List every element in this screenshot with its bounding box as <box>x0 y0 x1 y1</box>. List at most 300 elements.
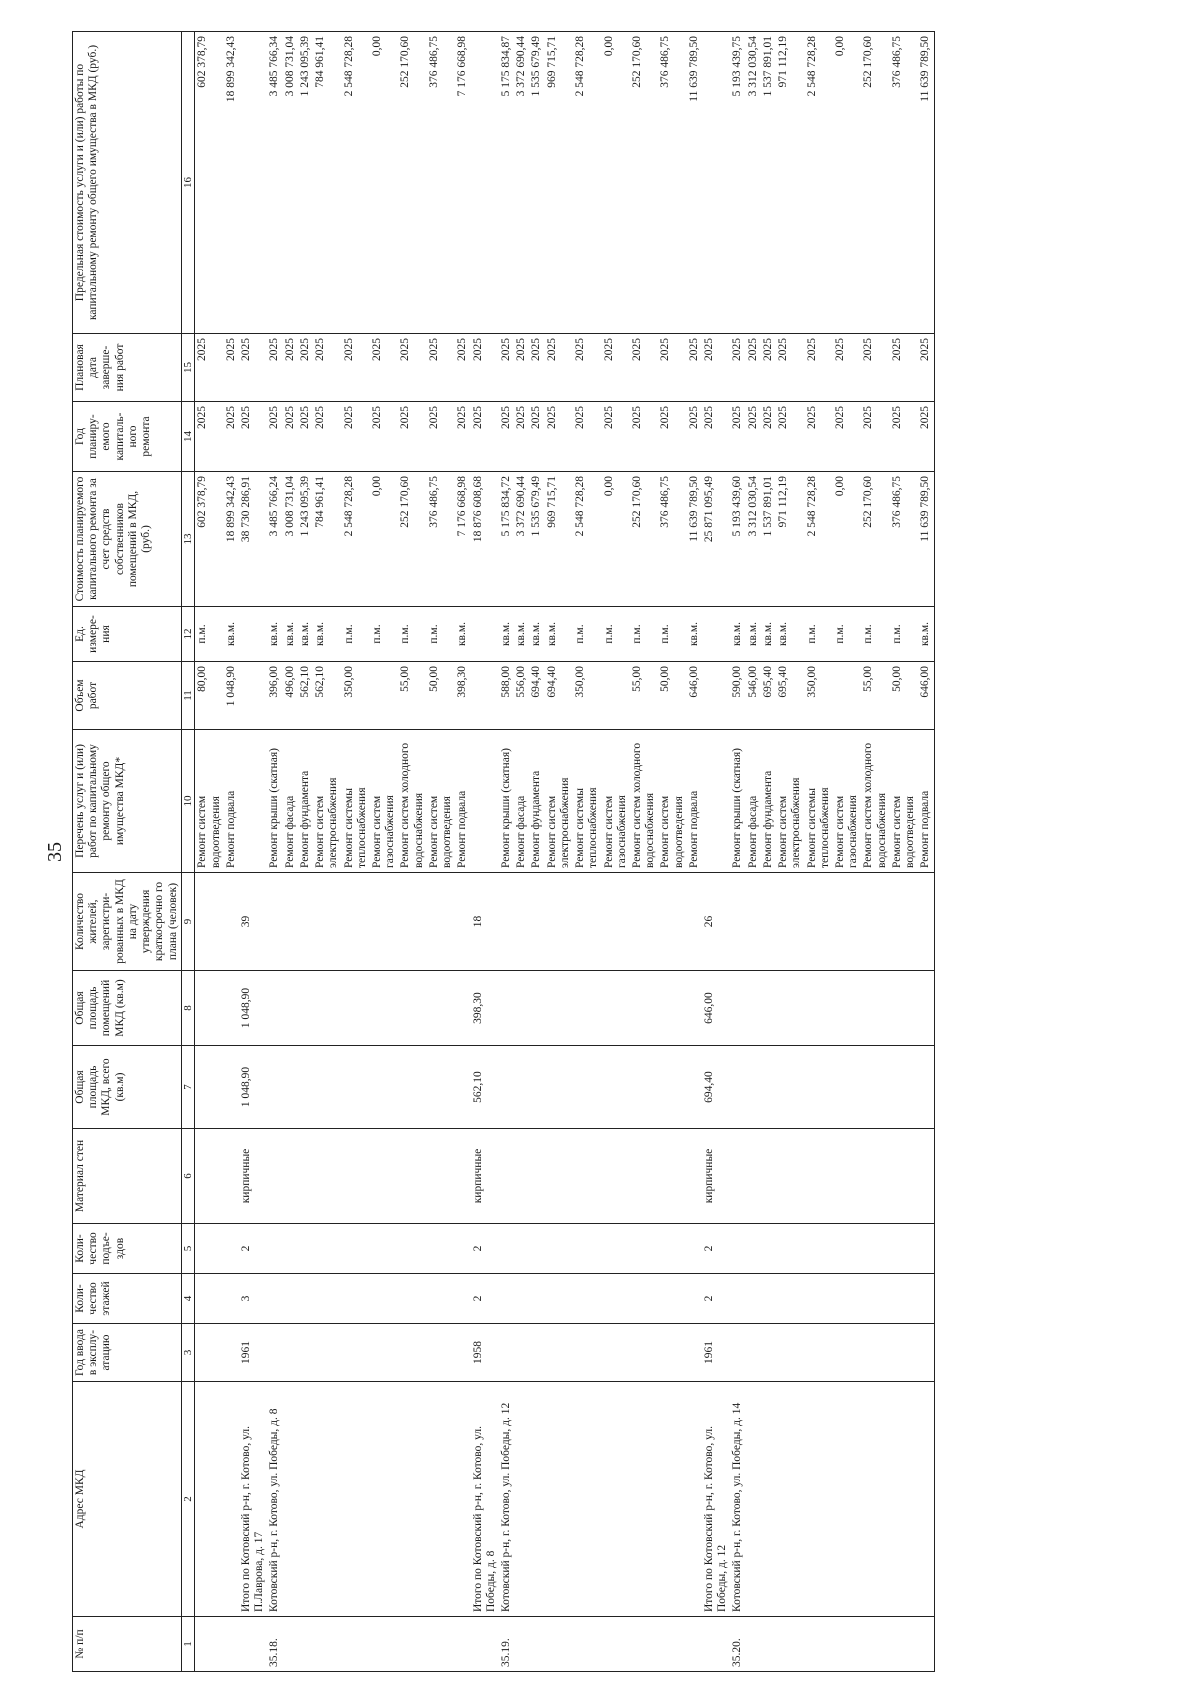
limit-cost-cell: 5 193 439,75 <box>730 32 745 334</box>
volume-cell: 588,00 <box>499 662 514 730</box>
work-cell: Ремонт систем электроснабжения <box>545 730 573 873</box>
year-cell <box>398 1324 426 1382</box>
entrances-cell <box>602 1224 630 1274</box>
limit-cost-cell: 376 486,75 <box>427 32 455 334</box>
area-total-cell <box>267 1046 282 1129</box>
year-cell <box>342 1324 370 1382</box>
work-cell: Ремонт систем газоснабжения <box>833 730 861 873</box>
table-row <box>602 32 630 1672</box>
year-cell <box>776 1324 804 1382</box>
row-number <box>298 1617 313 1672</box>
row-number <box>545 1617 573 1672</box>
address-cell <box>833 1382 861 1617</box>
area-rooms-cell <box>833 971 861 1046</box>
material-cell <box>455 1129 470 1224</box>
row-number <box>283 1617 298 1672</box>
area-rooms-cell: 398,30 <box>471 971 499 1046</box>
column-header: Адрес МКД <box>73 1382 182 1617</box>
volume-cell: 350,00 <box>805 662 833 730</box>
unit-cell: п.м. <box>427 607 455 662</box>
material-cell <box>602 1129 630 1224</box>
area-total-cell <box>761 1046 776 1129</box>
year-cell <box>370 1324 398 1382</box>
volume-cell: 55,00 <box>398 662 426 730</box>
work-cell: Ремонт подвала <box>918 730 934 873</box>
year-cell <box>602 1324 630 1382</box>
year-cell <box>658 1324 686 1382</box>
column-number: 7 <box>181 1046 195 1129</box>
residents-cell <box>602 873 630 971</box>
work-cell: Ремонт систем холодного водоснабжения <box>630 730 658 873</box>
area-total-cell <box>195 1046 224 1129</box>
end-date-cell: 2025 <box>427 334 455 402</box>
volume-cell: 695,40 <box>776 662 804 730</box>
material-cell <box>342 1129 370 1224</box>
work-cell: Ремонт подвала <box>455 730 470 873</box>
column-header: № п/п <box>73 1617 182 1672</box>
work-cell <box>239 730 267 873</box>
end-date-cell: 2025 <box>890 334 918 402</box>
address-cell <box>890 1382 918 1617</box>
entrances-cell <box>805 1224 833 1274</box>
entrances-cell: 2 <box>471 1224 499 1274</box>
work-cell: Ремонт систем водоотведения <box>658 730 686 873</box>
area-total-cell <box>746 1046 761 1129</box>
volume-cell: 562,10 <box>298 662 313 730</box>
area-total-cell <box>602 1046 630 1129</box>
entrances-cell <box>370 1224 398 1274</box>
area-total-cell <box>545 1046 573 1129</box>
column-number: 2 <box>181 1382 195 1617</box>
end-date-cell: 2025 <box>573 334 601 402</box>
end-date-cell: 2025 <box>687 334 702 402</box>
cost-cell: 18 876 608,68 <box>471 472 499 607</box>
address-cell <box>283 1382 298 1617</box>
entrances-cell <box>398 1224 426 1274</box>
address-cell <box>746 1382 761 1617</box>
area-total-cell <box>861 1046 889 1129</box>
material-cell <box>687 1129 702 1224</box>
header-row <box>73 32 182 1672</box>
entrances-cell <box>529 1224 544 1274</box>
page-number: 35 <box>44 842 66 862</box>
area-total-cell <box>658 1046 686 1129</box>
area-total-cell <box>514 1046 529 1129</box>
address-cell <box>529 1382 544 1617</box>
plan-year-cell: 2025 <box>687 402 702 472</box>
row-number <box>224 1617 239 1672</box>
residents-cell <box>545 873 573 971</box>
cost-cell: 7 176 668,98 <box>455 472 470 607</box>
table-row <box>776 32 804 1672</box>
cost-cell: 38 730 286,91 <box>239 472 267 607</box>
limit-cost-cell: 252 170,60 <box>630 32 658 334</box>
material-cell <box>427 1129 455 1224</box>
row-number <box>918 1617 934 1672</box>
year-cell <box>746 1324 761 1382</box>
table-row <box>918 32 934 1672</box>
cost-cell: 0,00 <box>602 472 630 607</box>
volume-cell: 546,00 <box>746 662 761 730</box>
cost-cell: 252 170,60 <box>861 472 889 607</box>
limit-cost-cell: 5 175 834,87 <box>499 32 514 334</box>
residents-cell <box>658 873 686 971</box>
cost-cell: 11 639 789,50 <box>918 472 934 607</box>
unit-cell: п.м. <box>573 607 601 662</box>
material-cell <box>833 1129 861 1224</box>
floors-cell <box>746 1274 761 1324</box>
row-number <box>471 1617 499 1672</box>
year-cell <box>529 1324 544 1382</box>
end-date-cell: 2025 <box>918 334 934 402</box>
work-cell: Ремонт крыши (скатная) <box>267 730 282 873</box>
area-rooms-cell <box>630 971 658 1046</box>
cost-cell: 3 485 766,24 <box>267 472 282 607</box>
unit-cell: кв.м. <box>529 607 544 662</box>
entrances-cell <box>267 1224 282 1274</box>
limit-cost-cell: 969 715,71 <box>545 32 573 334</box>
material-cell <box>761 1129 776 1224</box>
area-total-cell <box>776 1046 804 1129</box>
area-rooms-cell <box>805 971 833 1046</box>
unit-cell: кв.м. <box>283 607 298 662</box>
plan-year-cell: 2025 <box>195 402 224 472</box>
table-row <box>514 32 529 1672</box>
material-cell <box>398 1129 426 1224</box>
address-cell <box>455 1382 470 1617</box>
material-cell <box>776 1129 804 1224</box>
address-cell <box>861 1382 889 1617</box>
unit-cell: кв.м. <box>298 607 313 662</box>
cost-cell: 1 537 891,01 <box>761 472 776 607</box>
end-date-cell: 2025 <box>746 334 761 402</box>
unit-cell: кв.м. <box>313 607 341 662</box>
table-row <box>499 32 514 1672</box>
material-cell: кирпичные <box>239 1129 267 1224</box>
cost-cell: 1 535 679,49 <box>529 472 544 607</box>
residents-cell <box>918 873 934 971</box>
material-cell <box>573 1129 601 1224</box>
residents-cell <box>224 873 239 971</box>
table-row <box>746 32 761 1672</box>
material-cell <box>918 1129 934 1224</box>
material-cell <box>499 1129 514 1224</box>
work-cell: Ремонт систем газоснабжения <box>370 730 398 873</box>
area-rooms-cell <box>298 971 313 1046</box>
work-cell: Ремонт систем электроснабжения <box>776 730 804 873</box>
material-cell <box>861 1129 889 1224</box>
residents-cell <box>630 873 658 971</box>
column-header: Стоимость планируемого капитального ремонта за счет средств собственников помещений в МКД, (руб.) <box>73 472 182 607</box>
unit-cell: кв.м. <box>224 607 239 662</box>
area-rooms-cell <box>890 971 918 1046</box>
limit-cost-cell: 3 008 731,04 <box>283 32 298 334</box>
material-cell <box>298 1129 313 1224</box>
plan-year-cell: 2025 <box>239 402 267 472</box>
cost-cell: 0,00 <box>833 472 861 607</box>
plan-year-cell: 2025 <box>298 402 313 472</box>
column-number: 12 <box>181 607 195 662</box>
volume-cell: 496,00 <box>283 662 298 730</box>
table-row <box>630 32 658 1672</box>
end-date-cell: 2025 <box>805 334 833 402</box>
unit-cell: кв.м. <box>776 607 804 662</box>
cost-cell: 3 372 690,44 <box>514 472 529 607</box>
unit-cell: п.м. <box>658 607 686 662</box>
limit-cost-cell: 3 312 030,54 <box>746 32 761 334</box>
address-cell: Итого по Котовский р-н, г. Котово, ул. Победы, д. 12 <box>702 1382 730 1617</box>
end-date-cell: 2025 <box>342 334 370 402</box>
work-cell: Ремонт крыши (скатная) <box>730 730 745 873</box>
unit-cell: п.м. <box>890 607 918 662</box>
end-date-cell: 2025 <box>658 334 686 402</box>
limit-cost-cell: 18 899 342,43 <box>224 32 239 334</box>
table-row <box>730 32 745 1672</box>
area-rooms-cell <box>730 971 745 1046</box>
area-rooms-cell <box>195 971 224 1046</box>
address-cell: Котовский р-н, г. Котово, ул. Победы, д. 12 <box>499 1382 514 1617</box>
plan-year-cell: 2025 <box>471 402 499 472</box>
cost-cell: 376 486,75 <box>890 472 918 607</box>
floors-cell <box>224 1274 239 1324</box>
area-rooms-cell <box>514 971 529 1046</box>
material-cell <box>224 1129 239 1224</box>
column-header: Предельная стоимость услуги и (или) работы по капитальному ремонту общего имущества в МКД (руб.) <box>73 32 182 334</box>
area-rooms-cell <box>658 971 686 1046</box>
material-cell: кирпичные <box>702 1129 730 1224</box>
address-cell <box>342 1382 370 1617</box>
table-row <box>427 32 455 1672</box>
floors-cell <box>499 1274 514 1324</box>
table-row <box>761 32 776 1672</box>
cost-cell: 2 548 728,28 <box>573 472 601 607</box>
plan-year-cell: 2025 <box>776 402 804 472</box>
year-cell <box>313 1324 341 1382</box>
floors-cell <box>313 1274 341 1324</box>
unit-cell: кв.м. <box>545 607 573 662</box>
area-total-cell <box>805 1046 833 1129</box>
cost-cell: 0,00 <box>370 472 398 607</box>
cost-cell: 2 548 728,28 <box>805 472 833 607</box>
cost-cell: 5 175 834,72 <box>499 472 514 607</box>
year-cell <box>545 1324 573 1382</box>
floors-cell <box>267 1274 282 1324</box>
volume-cell: 646,00 <box>687 662 702 730</box>
row-number <box>658 1617 686 1672</box>
entrances-cell: 2 <box>702 1224 730 1274</box>
work-cell <box>471 730 499 873</box>
column-number: 16 <box>181 32 195 334</box>
residents-cell <box>776 873 804 971</box>
material-cell <box>890 1129 918 1224</box>
material-cell <box>805 1129 833 1224</box>
table-row <box>861 32 889 1672</box>
year-cell: 1961 <box>239 1324 267 1382</box>
residents-cell <box>573 873 601 971</box>
year-cell <box>861 1324 889 1382</box>
year-cell <box>224 1324 239 1382</box>
volume-cell: 350,00 <box>342 662 370 730</box>
table-row <box>224 32 239 1672</box>
column-number: 11 <box>181 662 195 730</box>
work-cell: Ремонт подвала <box>687 730 702 873</box>
row-number: 35.20. <box>730 1617 745 1672</box>
floors-cell: 2 <box>471 1274 499 1324</box>
plan-year-cell: 2025 <box>455 402 470 472</box>
year-cell <box>283 1324 298 1382</box>
limit-cost-cell <box>239 32 267 334</box>
area-total-cell <box>455 1046 470 1129</box>
address-cell <box>313 1382 341 1617</box>
address-cell <box>545 1382 573 1617</box>
column-number: 3 <box>181 1324 195 1382</box>
unit-cell <box>702 607 730 662</box>
floors-cell <box>342 1274 370 1324</box>
year-cell <box>267 1324 282 1382</box>
cost-cell: 11 639 789,50 <box>687 472 702 607</box>
table-row <box>805 32 833 1672</box>
volume-cell: 398,30 <box>455 662 470 730</box>
material-cell <box>283 1129 298 1224</box>
volume-cell: 50,00 <box>427 662 455 730</box>
unit-cell: п.м. <box>630 607 658 662</box>
address-cell: Котовский р-н, г. Котово, ул. Победы, д. 8 <box>267 1382 282 1617</box>
entrances-cell <box>890 1224 918 1274</box>
cost-cell: 971 112,19 <box>776 472 804 607</box>
volume-cell: 50,00 <box>890 662 918 730</box>
end-date-cell: 2025 <box>630 334 658 402</box>
limit-cost-cell: 784 961,41 <box>313 32 341 334</box>
column-number: 5 <box>181 1224 195 1274</box>
entrances-cell <box>427 1224 455 1274</box>
unit-cell: п.м. <box>861 607 889 662</box>
limit-cost-cell: 0,00 <box>370 32 398 334</box>
address-cell <box>630 1382 658 1617</box>
residents-cell <box>499 873 514 971</box>
year-cell <box>427 1324 455 1382</box>
year-cell <box>573 1324 601 1382</box>
entrances-cell <box>545 1224 573 1274</box>
area-rooms-cell <box>427 971 455 1046</box>
volume-cell: 590,00 <box>730 662 745 730</box>
table-row <box>195 32 224 1672</box>
area-rooms-cell <box>499 971 514 1046</box>
area-rooms-cell <box>224 971 239 1046</box>
column-header: Ед. измере-ния <box>73 607 182 662</box>
floors-cell <box>730 1274 745 1324</box>
column-number: 9 <box>181 873 195 971</box>
table-row <box>890 32 918 1672</box>
year-cell: 1958 <box>471 1324 499 1382</box>
material-cell <box>313 1129 341 1224</box>
address-cell <box>398 1382 426 1617</box>
address-cell <box>573 1382 601 1617</box>
floors-cell <box>761 1274 776 1324</box>
work-cell: Ремонт системы теплоснабжения <box>342 730 370 873</box>
area-rooms-cell <box>283 971 298 1046</box>
total-row <box>239 32 267 1672</box>
entrances-cell <box>630 1224 658 1274</box>
limit-cost-cell: 0,00 <box>833 32 861 334</box>
end-date-cell: 2025 <box>730 334 745 402</box>
volume-cell <box>239 662 267 730</box>
plan-year-cell: 2025 <box>805 402 833 472</box>
cost-cell: 969 715,71 <box>545 472 573 607</box>
column-header: Коли-чество этажей <box>73 1274 182 1324</box>
column-number: 1 <box>181 1617 195 1672</box>
area-rooms-cell: 1 048,90 <box>239 971 267 1046</box>
entrances-cell <box>918 1224 934 1274</box>
material-cell: кирпичные <box>471 1129 499 1224</box>
material-cell <box>658 1129 686 1224</box>
row-number: 35.18. <box>267 1617 282 1672</box>
limit-cost-cell: 7 176 668,98 <box>455 32 470 334</box>
area-rooms-cell <box>746 971 761 1046</box>
limit-cost-cell: 1 535 679,49 <box>529 32 544 334</box>
floors-cell <box>298 1274 313 1324</box>
volume-cell <box>370 662 398 730</box>
end-date-cell: 2025 <box>761 334 776 402</box>
entrances-cell <box>455 1224 470 1274</box>
unit-cell: п.м. <box>195 607 224 662</box>
floors-cell <box>455 1274 470 1324</box>
column-number: 10 <box>181 730 195 873</box>
unit-cell: кв.м. <box>746 607 761 662</box>
row-number <box>195 1617 224 1672</box>
row-number <box>761 1617 776 1672</box>
area-rooms-cell <box>861 971 889 1046</box>
work-cell: Ремонт систем холодного водоснабжения <box>398 730 426 873</box>
residents-cell <box>283 873 298 971</box>
area-rooms-cell <box>529 971 544 1046</box>
plan-year-cell: 2025 <box>890 402 918 472</box>
residents-cell <box>833 873 861 971</box>
year-cell <box>805 1324 833 1382</box>
address-cell <box>602 1382 630 1617</box>
volume-cell: 695,40 <box>761 662 776 730</box>
work-cell: Ремонт фасада <box>283 730 298 873</box>
work-cell: Ремонт фасада <box>746 730 761 873</box>
residents-cell <box>427 873 455 971</box>
column-number-row <box>181 32 195 1672</box>
plan-year-cell: 2025 <box>313 402 341 472</box>
floors-cell <box>602 1274 630 1324</box>
floors-cell <box>658 1274 686 1324</box>
column-header: Общая площадь МКД, всего (кв.м) <box>73 1046 182 1129</box>
limit-cost-cell: 0,00 <box>602 32 630 334</box>
floors-cell <box>283 1274 298 1324</box>
area-total-cell <box>398 1046 426 1129</box>
entrances-cell <box>730 1224 745 1274</box>
material-cell <box>630 1129 658 1224</box>
address-cell: Итого по Котовский р-н, г. Котово, ул. Победы, д. 8 <box>471 1382 499 1617</box>
area-total-cell <box>573 1046 601 1129</box>
volume-cell: 694,40 <box>545 662 573 730</box>
plan-year-cell: 2025 <box>761 402 776 472</box>
address-cell <box>658 1382 686 1617</box>
area-total-cell <box>730 1046 745 1129</box>
row-number <box>890 1617 918 1672</box>
volume-cell: 562,10 <box>313 662 341 730</box>
volume-cell: 396,00 <box>267 662 282 730</box>
plan-year-cell: 2025 <box>224 402 239 472</box>
entrances-cell <box>514 1224 529 1274</box>
plan-year-cell: 2025 <box>370 402 398 472</box>
limit-cost-cell: 3 372 690,44 <box>514 32 529 334</box>
cost-cell: 784 961,41 <box>313 472 341 607</box>
cost-cell: 2 548 728,28 <box>342 472 370 607</box>
volume-cell: 556,00 <box>514 662 529 730</box>
